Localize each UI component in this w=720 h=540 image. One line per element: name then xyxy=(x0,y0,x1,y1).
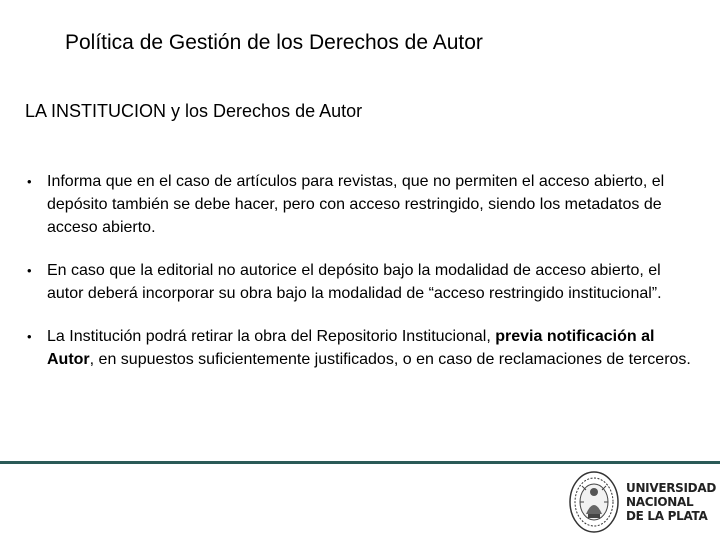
bullet-text: Informa que en el caso de artículos para revistas, que no permiten el acceso abierto, el depósito también se debe hacer, pero con acceso restringido, siendo los metadatos de acceso abierto. xyxy=(47,173,665,236)
bullet-item xyxy=(27,325,692,371)
logo-line: NACIONAL xyxy=(626,495,694,509)
logo-line: DE LA PLATA xyxy=(626,509,708,523)
footer-divider xyxy=(0,461,720,464)
logo-line: UNIVERSIDAD xyxy=(626,481,716,495)
university-seal-icon xyxy=(568,470,620,534)
university-logo-text xyxy=(626,481,716,523)
slide-title: Política de Gestión de los Derechos de Autor xyxy=(65,31,483,54)
bullet-text: La Institución podrá retirar la obra del Repositorio Institucional, xyxy=(47,328,496,345)
bullet-item xyxy=(27,259,692,305)
bullet-list xyxy=(27,170,692,391)
bullet-marker: • xyxy=(27,329,32,344)
bullet-text: En caso que la editorial no autorice el depósito bajo la modalidad de acceso abierto, el autor deberá incorporar su obra bajo la modalidad de “acceso restringido institucional”. xyxy=(47,262,662,302)
slide-subtitle: LA INSTITUCION y los Derechos de Autor xyxy=(25,101,363,121)
bullet-emphasis: previa notificación al Autor xyxy=(47,328,655,368)
bullet-item xyxy=(27,170,692,239)
bullet-marker: • xyxy=(27,263,32,278)
bullet-marker: • xyxy=(27,174,32,189)
bullet-text: , en supuestos suficientemente justificados, o en caso de reclamaciones de terceros. xyxy=(89,351,691,368)
